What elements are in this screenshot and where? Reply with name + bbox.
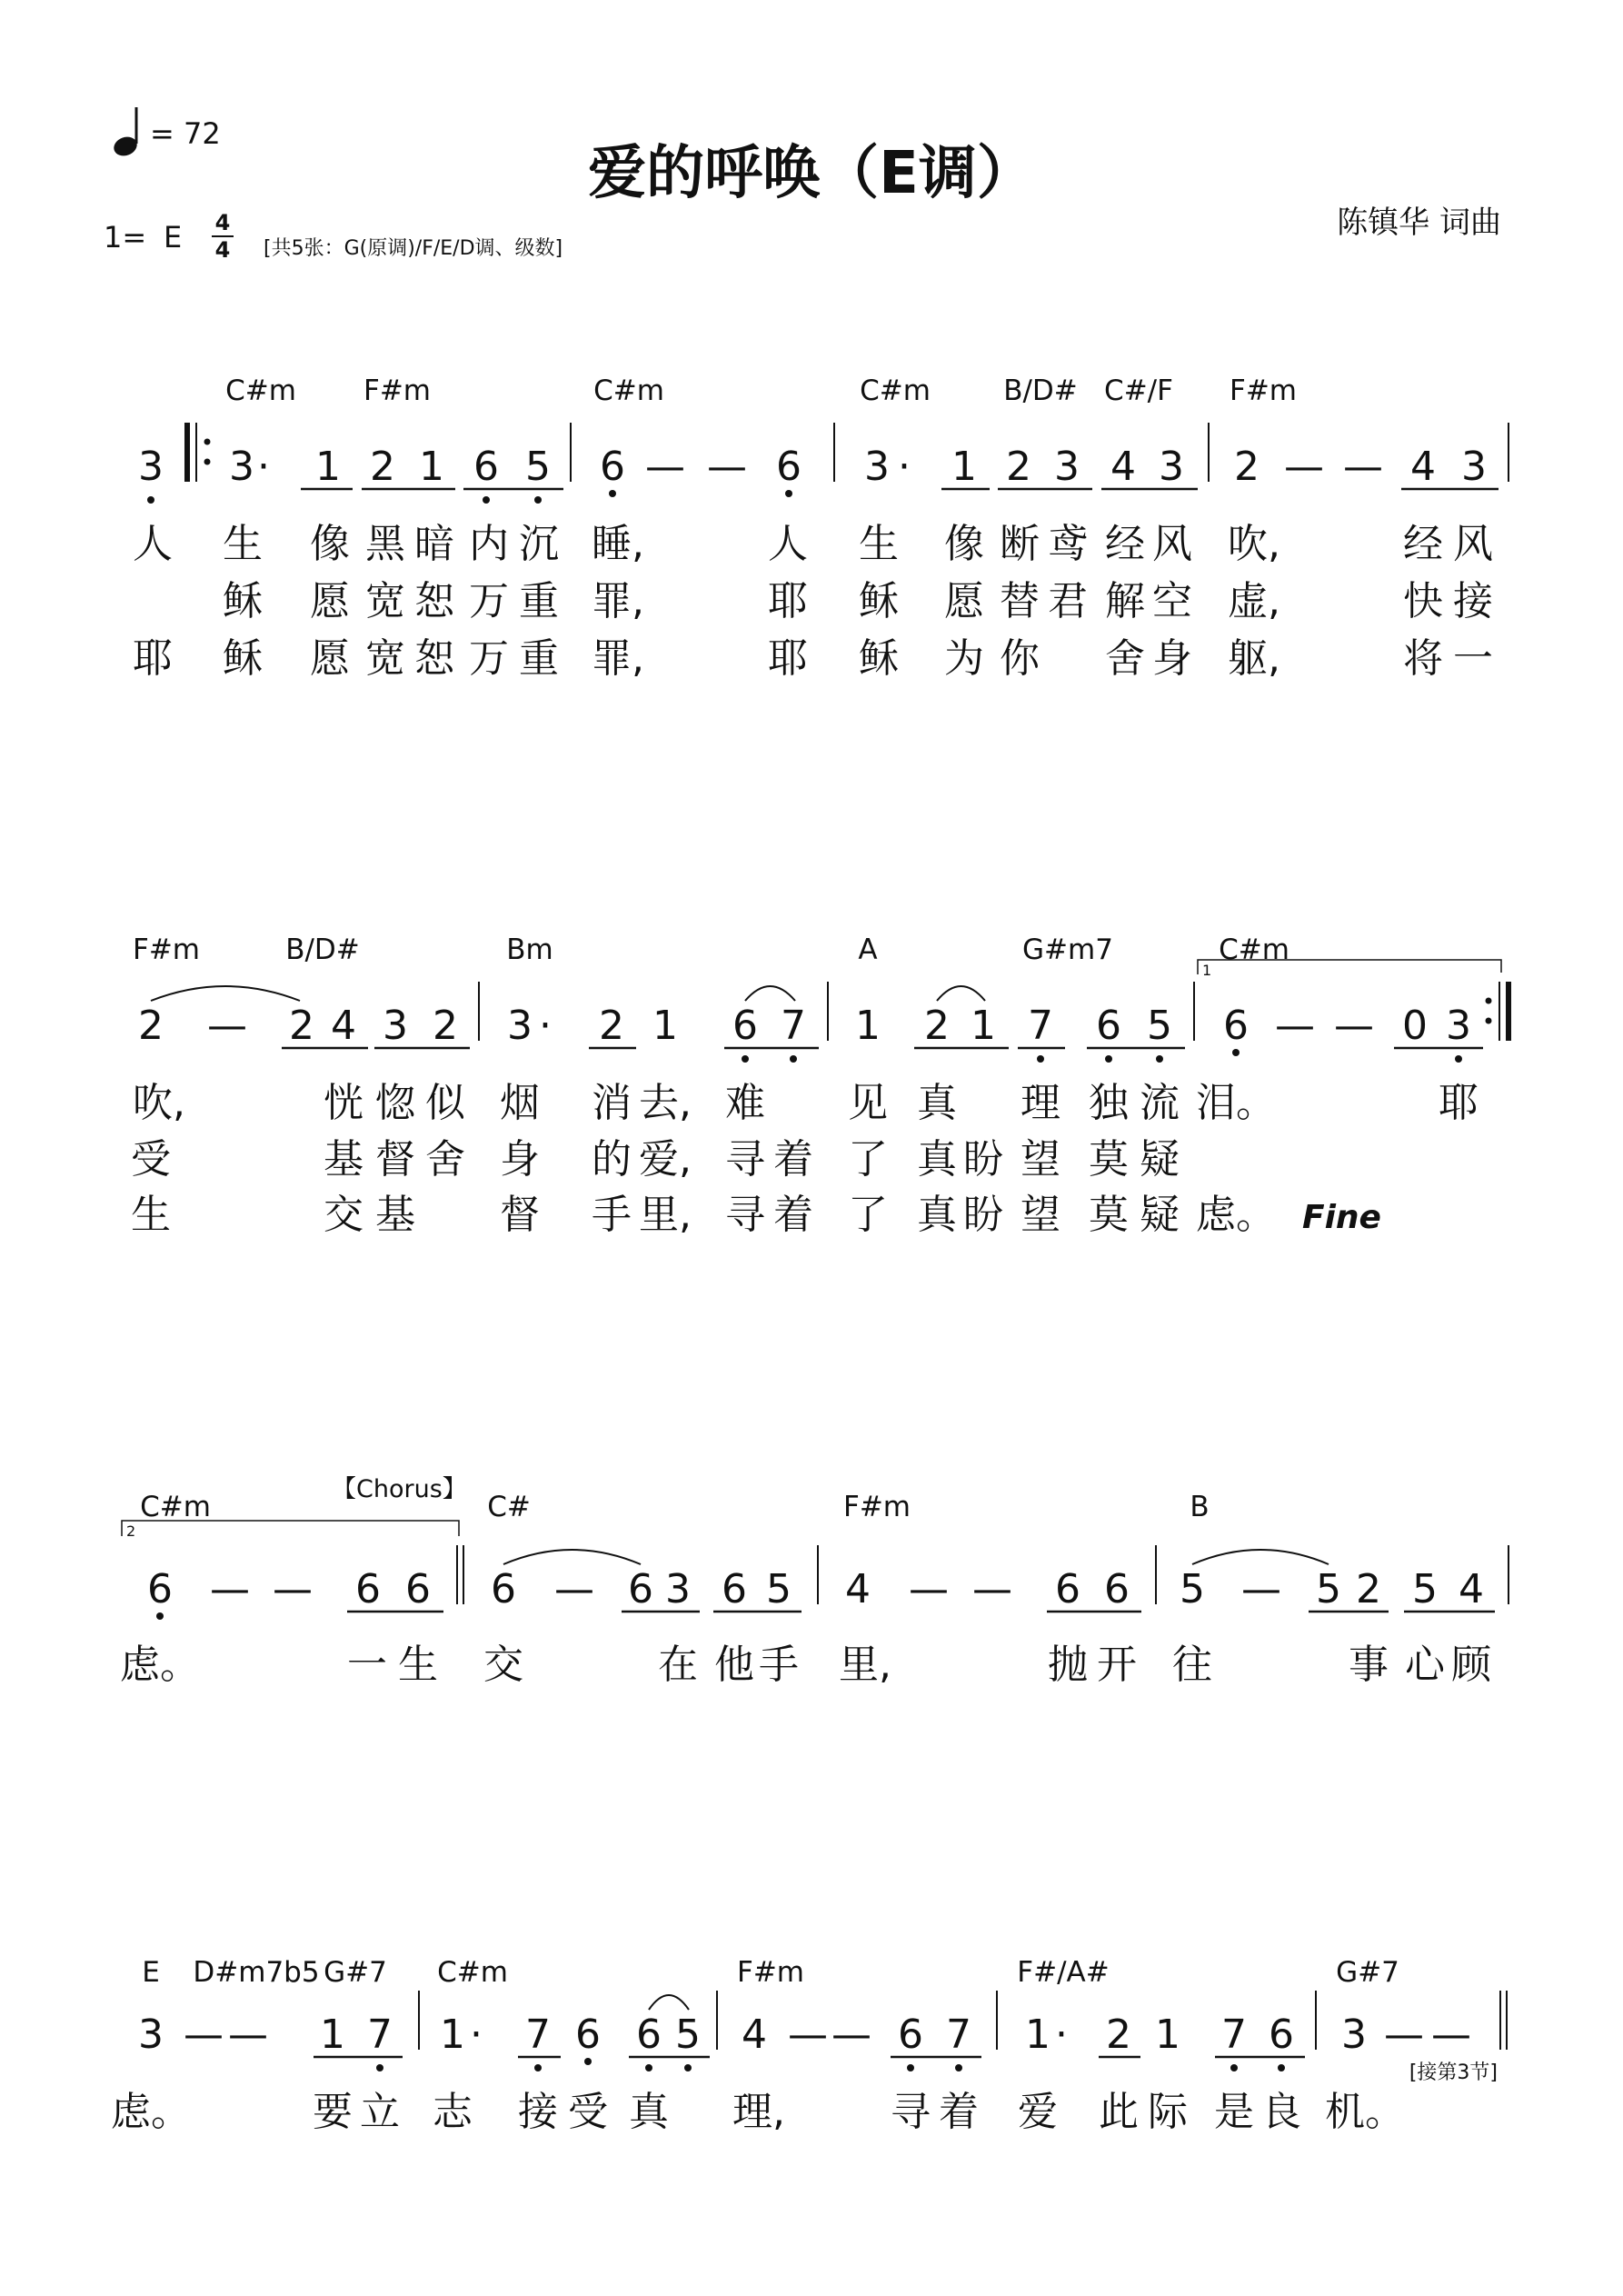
volta-number-1: 1 (1202, 962, 1212, 979)
note: 6 (722, 1566, 747, 1612)
lyric-char: 一 (1453, 635, 1493, 682)
sustain-dash: — (1334, 1003, 1374, 1049)
lyric-char: 重 (519, 635, 559, 682)
note: 6 (898, 2011, 923, 2058)
chord-symbol: C#/F (1104, 374, 1173, 407)
note: 5 (1147, 1003, 1172, 1049)
note: 6 (1223, 1003, 1249, 1049)
lyric-char: 生 (859, 521, 899, 567)
lyric-char: 手 (592, 1192, 632, 1238)
chord-symbol: B/D# (285, 933, 360, 966)
lyric-char: 鸢 (1048, 521, 1088, 567)
lyric-char: 吹, (133, 1080, 185, 1126)
lyric-char: 莫 (1089, 1192, 1129, 1238)
lyric-char: 惚 (375, 1080, 415, 1126)
note: 4 (1459, 1566, 1484, 1612)
lyric-char: 身 (500, 1136, 540, 1183)
note: 5 (1180, 1566, 1205, 1612)
lower-octave-dot (609, 490, 616, 497)
lyric-char: 顾 (1451, 1642, 1491, 1688)
lower-octave-dot (1156, 1055, 1163, 1063)
chord-symbol: B (1190, 1491, 1210, 1523)
lyric-char: 虚, (1228, 578, 1280, 624)
chord-symbol: Bm (506, 933, 553, 966)
sustain-dash: — (207, 1003, 247, 1049)
note: 1 (1025, 2011, 1050, 2058)
note: 1 (1155, 2011, 1180, 2058)
chord-symbol: A (858, 933, 878, 966)
note: 5 (525, 444, 551, 490)
lyric-char: 你 (1000, 635, 1040, 682)
note: 4 (1410, 444, 1436, 490)
note: 6 (776, 444, 802, 490)
note: 3 (138, 2011, 164, 2058)
lyric-char: 恕 (414, 578, 454, 624)
note: 2 (924, 1003, 950, 1049)
lyric-char: 像 (944, 521, 984, 567)
lyric-char: 莫 (1089, 1136, 1129, 1183)
lyric-char: 接 (518, 2089, 558, 2135)
note: 5 (1412, 1566, 1438, 1612)
tempo-mark (111, 107, 220, 159)
note: 2 (1106, 2011, 1131, 2058)
lyric-char: 稣 (223, 578, 263, 624)
augmentation-dot: · (1055, 2011, 1068, 2058)
sustain-dash: — (1241, 1566, 1281, 1612)
lyric-char: 愿 (944, 578, 984, 624)
chord-symbol: F#m (132, 933, 201, 966)
lyric-char: 为 (944, 635, 984, 682)
note: 3 (1054, 444, 1080, 490)
lyric-char: 风 (1152, 521, 1192, 567)
lower-octave-dot (742, 1055, 749, 1063)
lyric-char: 理 (1021, 1080, 1060, 1126)
lyric-char: 泪。 (1196, 1080, 1276, 1126)
lyric-char: 督 (375, 1136, 415, 1183)
lyric-char: 经 (1105, 521, 1145, 567)
lyric-char: 替 (1000, 578, 1040, 624)
lyric-char: 受 (568, 2089, 608, 2135)
lyric-char: 虑。 (1196, 1192, 1276, 1238)
version-note: [共5张：G(原调)/F/E/D调、级数] (264, 237, 563, 260)
lower-octave-dot (1232, 1049, 1240, 1056)
lyric-char: 爱, (639, 1136, 692, 1183)
lower-octave-dot (376, 2064, 383, 2071)
lyric-char: 盼 (963, 1192, 1003, 1238)
note: 2 (1006, 444, 1031, 490)
note: 3 (864, 444, 890, 490)
lyric-char: 风 (1453, 521, 1493, 567)
lyric-char: 恍 (324, 1080, 363, 1126)
note: 2 (433, 1003, 458, 1049)
chord-symbol: D#m7b5 (193, 1956, 320, 1989)
note: 1 (320, 2011, 345, 2058)
lyric-char: 志 (433, 2089, 473, 2135)
chord-symbol: C#m (1219, 933, 1289, 966)
augmentation-dot: · (257, 444, 270, 490)
lower-octave-dot (534, 2064, 542, 2071)
sustain-dash: — (1343, 444, 1383, 490)
note: 5 (766, 1566, 792, 1612)
chord-symbol: F#m (1229, 374, 1298, 407)
lyric-char: 生 (131, 1192, 171, 1238)
note: 6 (473, 444, 499, 490)
note: 6 (405, 1566, 431, 1612)
lower-octave-dot (790, 1055, 797, 1063)
staff-system-4 (111, 1956, 1471, 2135)
lower-octave-dot (955, 2064, 962, 2071)
lower-octave-dot (1230, 2064, 1238, 2071)
lyric-char: 宽 (365, 578, 405, 624)
note: 2 (1234, 444, 1260, 490)
tie-slur (151, 986, 300, 1001)
lyric-char: 愿 (310, 578, 350, 624)
note: 6 (628, 1566, 653, 1612)
lyric-char: 机。 (1325, 2089, 1405, 2135)
lower-octave-dot (584, 2058, 592, 2065)
lower-octave-dot (645, 2064, 652, 2071)
lyric-char: 耶 (1439, 1080, 1479, 1126)
note: 3 (1446, 1003, 1471, 1049)
chord-symbol: C#m (860, 374, 931, 407)
note: 6 (600, 444, 625, 490)
lyric-char: 是 (1214, 2089, 1254, 2135)
tie-slur (503, 1550, 641, 1564)
lyric-char: 独 (1089, 1080, 1129, 1126)
note: 7 (1221, 2011, 1247, 2058)
lyric-char: 罪, (592, 578, 644, 624)
sustain-dash: — (210, 1566, 250, 1612)
lyric-char: 人 (768, 521, 808, 567)
lyric-char: 重 (519, 578, 559, 624)
sustain-dash: — (707, 444, 747, 490)
lyric-char: 耶 (768, 578, 808, 624)
lyric-char: 躯, (1228, 635, 1280, 682)
note: 1 (951, 444, 977, 490)
note: 2 (138, 1003, 164, 1049)
sustain-dash: — (273, 1566, 313, 1612)
note: 2 (289, 1003, 314, 1049)
note: 3 (507, 1003, 533, 1049)
augmentation-dot: · (898, 444, 911, 490)
lyric-char: 疑 (1140, 1192, 1180, 1238)
lower-octave-dot (1278, 2064, 1285, 2071)
note: 1 (440, 2011, 465, 2058)
lyric-char: 真 (917, 1192, 957, 1238)
staff-system-1 (133, 374, 1499, 682)
lyric-char: 空 (1152, 578, 1192, 624)
chord-symbol: C#m (140, 1491, 211, 1523)
lyric-char: 一 (347, 1642, 387, 1688)
lyric-char: 沉 (519, 521, 559, 567)
note: 5 (1316, 1566, 1341, 1612)
note: 1 (855, 1003, 881, 1049)
fine-mark: Fine (1302, 1199, 1381, 1236)
lyric-char: 将 (1403, 635, 1443, 682)
lyric-char: 见 (848, 1080, 888, 1126)
lyric-char: 此 (1099, 2089, 1139, 2135)
repeat-dot (1486, 998, 1492, 1004)
sustain-dash: — (1284, 444, 1324, 490)
lyric-char: 盼 (963, 1136, 1003, 1183)
lyric-char: 真 (917, 1080, 957, 1126)
lyric-char: 寻 (725, 1192, 765, 1238)
note: 6 (1104, 1566, 1130, 1612)
lyric-char: 里, (839, 1642, 891, 1688)
chord-symbol: G#7 (1336, 1956, 1399, 1989)
chorus-label: 【Chorus】 (332, 1475, 467, 1503)
chord-symbol: F#m (736, 1956, 805, 1989)
lyric-char: 暗 (414, 521, 454, 567)
lyric-char: 稣 (859, 578, 899, 624)
note: 6 (636, 2011, 662, 2058)
note: 5 (675, 2011, 701, 2058)
chord-symbol: G#m7 (1022, 933, 1113, 966)
note: 7 (367, 2011, 393, 2058)
lyric-char: 烟 (500, 1080, 540, 1126)
lyric-char: 理, (732, 2089, 785, 2135)
tempo-value: = 72 (150, 116, 221, 151)
sustain-dash: — (1431, 2011, 1471, 2058)
lyric-char: 着 (773, 1136, 813, 1183)
note: 4 (331, 1003, 356, 1049)
lyric-char: 内 (469, 521, 509, 567)
sustain-dash: — (909, 1566, 949, 1612)
lyric-char: 在 (658, 1642, 698, 1688)
note: 6 (732, 1003, 758, 1049)
lyric-char: 虑。 (120, 1642, 200, 1688)
key-name: E (164, 220, 183, 255)
lyric-char: 了 (848, 1192, 888, 1238)
lyric-char: 耶 (133, 635, 173, 682)
lyric-char: 的 (592, 1136, 632, 1183)
time-sig-bottom: 4 (214, 237, 231, 263)
note: 6 (1055, 1566, 1080, 1612)
note: 3 (1461, 444, 1487, 490)
chord-symbol: E (142, 1956, 160, 1989)
sustain-dash: — (1275, 1003, 1315, 1049)
sustain-dash: — (645, 444, 685, 490)
sustain-dash: — (788, 2011, 828, 2058)
lower-octave-dot (785, 490, 792, 497)
lyric-char: 寻 (891, 2089, 931, 2135)
staff-system-2 (131, 933, 1483, 1238)
note: 6 (147, 1566, 173, 1612)
lyric-char: 生 (223, 521, 263, 567)
sustain-dash: — (554, 1566, 594, 1612)
lyric-char: 去, (639, 1080, 692, 1126)
sustain-dash: — (972, 1566, 1012, 1612)
lower-octave-dot (156, 1612, 164, 1620)
sustain-dash: — (228, 2011, 268, 2058)
note: 4 (845, 1566, 871, 1612)
tie-slur (1192, 1550, 1329, 1564)
lyric-char: 真 (917, 1136, 957, 1183)
chord-symbol: F#m (363, 374, 432, 407)
augmentation-dot: · (539, 1003, 552, 1049)
note: 1 (419, 444, 444, 490)
barlines-3 (122, 1475, 1508, 1604)
note: 7 (946, 2011, 971, 2058)
chord-symbol: F#m (842, 1491, 911, 1523)
chord-symbol: C#m (437, 1956, 508, 1989)
lyric-char: 快 (1403, 578, 1443, 624)
note: 6 (355, 1566, 381, 1612)
lyric-char: 爱 (1018, 2089, 1058, 2135)
lyric-char: 人 (133, 521, 173, 567)
key-signature (104, 220, 182, 255)
chord-symbol: C#m (225, 374, 296, 407)
note: 3 (229, 444, 254, 490)
lyric-char: 要 (313, 2089, 353, 2135)
lyric-char: 立 (360, 2089, 400, 2135)
lyric-char: 着 (773, 1192, 813, 1238)
time-signature (212, 210, 234, 263)
augmentation-dot: · (470, 2011, 483, 2058)
note: 2 (370, 444, 395, 490)
lower-octave-dot (907, 2064, 914, 2071)
page-title: 爱的呼唤（E调） (588, 140, 1035, 207)
note: 6 (1096, 1003, 1121, 1049)
lyric-char: 罪, (592, 635, 644, 682)
tie-slur (937, 986, 985, 1001)
lyric-char: 似 (425, 1080, 465, 1126)
lyric-char: 像 (310, 521, 350, 567)
lyric-char: 睡, (592, 521, 644, 567)
lyric-char: 恕 (414, 635, 454, 682)
lyric-char: 抛 (1048, 1642, 1088, 1688)
note: 1 (315, 444, 341, 490)
lyric-char: 身 (1152, 635, 1192, 682)
lyric-char: 稣 (859, 635, 899, 682)
note: 1 (652, 1003, 678, 1049)
lyric-char: 君 (1048, 578, 1088, 624)
lower-octave-dot (1455, 1055, 1462, 1063)
note: 0 (1402, 1003, 1428, 1049)
note: 2 (1356, 1566, 1381, 1612)
note: 6 (491, 1566, 516, 1612)
lyric-char: 交 (324, 1192, 363, 1238)
chord-symbol: C# (487, 1491, 531, 1523)
continue-note: [接第3节] (1409, 2061, 1498, 2084)
lyric-char: 虑。 (111, 2089, 191, 2135)
lyric-char: 疑 (1140, 1136, 1180, 1183)
lyric-char: 良 (1261, 2089, 1301, 2135)
lyric-char: 往 (1172, 1642, 1212, 1688)
time-sig-top: 4 (214, 210, 231, 235)
lyric-char: 流 (1140, 1080, 1180, 1126)
chord-symbol: C#m (593, 374, 664, 407)
lyric-char: 际 (1148, 2089, 1188, 2135)
lyric-char: 心 (1405, 1642, 1445, 1688)
repeat-dot (204, 439, 211, 445)
lyric-char: 断 (1000, 521, 1040, 567)
sustain-dash: — (831, 2011, 871, 2058)
lyric-char: 望 (1021, 1136, 1060, 1183)
lyric-char: 交 (483, 1642, 523, 1688)
tie-slur (649, 1995, 689, 2010)
lyric-char: 寻 (725, 1136, 765, 1183)
note: 1 (971, 1003, 996, 1049)
lyric-char: 解 (1105, 578, 1145, 624)
note: 3 (1341, 2011, 1367, 2058)
lyric-char: 万 (469, 635, 509, 682)
tie-slur (745, 986, 795, 1001)
lower-octave-dot (483, 496, 490, 504)
lyric-char: 难 (725, 1080, 765, 1126)
repeat-dot (204, 459, 211, 465)
note: 4 (742, 2011, 767, 2058)
lyric-char: 黑 (365, 521, 405, 567)
lyric-char: 接 (1453, 578, 1493, 624)
note: 3 (665, 1566, 691, 1612)
lyric-char: 宽 (365, 635, 405, 682)
chord-symbol: B/D# (1003, 374, 1078, 407)
chord-symbol: G#7 (324, 1956, 387, 1989)
lyric-char: 舍 (425, 1136, 465, 1183)
lyric-char: 基 (375, 1192, 415, 1238)
lyric-char: 稣 (223, 635, 263, 682)
lyric-char: 里, (639, 1192, 692, 1238)
lyric-char: 消 (592, 1080, 632, 1126)
chord-symbol: F#/A# (1017, 1956, 1110, 1989)
lyric-char: 舍 (1105, 635, 1145, 682)
note: 2 (599, 1003, 624, 1049)
lyric-char: 望 (1021, 1192, 1060, 1238)
volta-number-2: 2 (126, 1522, 136, 1540)
repeat-dot (1486, 1018, 1492, 1024)
lyric-char: 手 (759, 1642, 799, 1688)
lyric-char: 耶 (768, 635, 808, 682)
lyric-char: 真 (629, 2089, 669, 2135)
lyric-char: 着 (939, 2089, 979, 2135)
note: 4 (1110, 444, 1136, 490)
composer-credit: 陈镇华 词曲 (1337, 205, 1501, 241)
key-prefix: 1= (104, 220, 147, 255)
note: 6 (1269, 2011, 1294, 2058)
lyric-char: 事 (1349, 1642, 1389, 1688)
lower-octave-dot (534, 496, 542, 504)
lyric-char: 受 (131, 1136, 171, 1183)
note: 7 (1028, 1003, 1053, 1049)
lyric-char: 吹, (1228, 521, 1280, 567)
lyric-char: 基 (324, 1136, 363, 1183)
lower-octave-dot (1105, 1055, 1112, 1063)
note: 3 (383, 1003, 408, 1049)
note: 6 (575, 2011, 601, 2058)
lyric-char: 愿 (310, 635, 350, 682)
note: 7 (525, 2011, 551, 2058)
lyric-char: 他 (714, 1642, 754, 1688)
lyric-char: 开 (1097, 1642, 1137, 1688)
lyric-char: 生 (398, 1642, 438, 1688)
lower-octave-dot (147, 496, 154, 504)
lyric-char: 了 (848, 1136, 888, 1183)
lyric-char: 万 (469, 578, 509, 624)
lower-octave-dot (1037, 1055, 1044, 1063)
lyric-char: 督 (500, 1192, 540, 1238)
lyric-char: 经 (1403, 521, 1443, 567)
sustain-dash: — (184, 2011, 224, 2058)
note: 3 (1159, 444, 1184, 490)
sustain-dash: — (1384, 2011, 1424, 2058)
note: 3 (138, 444, 164, 490)
note: 7 (781, 1003, 806, 1049)
lower-octave-dot (684, 2064, 692, 2071)
